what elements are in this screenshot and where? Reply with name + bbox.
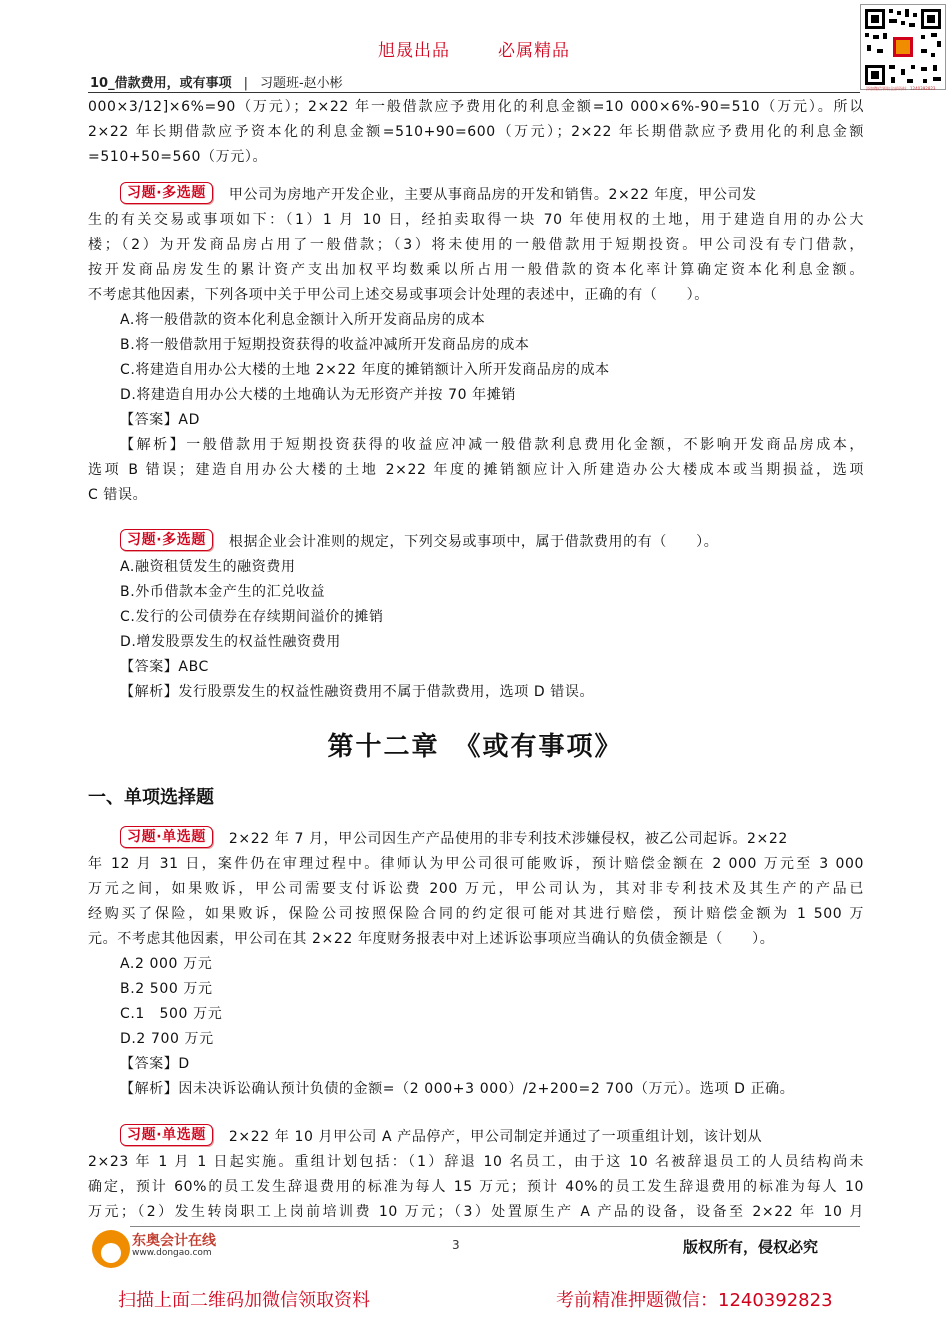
question-stem-first [88, 530, 864, 555]
question-block [88, 827, 864, 1102]
question-stem-line: 生的有关交易或事项如下：（1）1 月 10 日，经拍卖取得一块 70 年使用权的土地，用于建造自用的办公大 [88, 212, 864, 228]
question-stem-first [88, 183, 864, 208]
option-b: B.外币借款本金产生的汇兑收益 [120, 584, 326, 600]
option-b: B.将一般借款用于短期投资获得的收益冲减所开发商品房的成本 [120, 337, 530, 353]
question-block [88, 530, 864, 705]
qr-code-image [860, 4, 946, 90]
slogan-left: 旭晟出品 [378, 41, 450, 61]
question-type-tag: 习题·单选题 [120, 826, 213, 848]
logo-url: www.dongao.com [132, 1248, 212, 1258]
question-stem-line: 2×22 年 7 月，甲公司因生产产品使用的非专利技术涉嫌侵权，被乙公司起诉。2×22 [228, 831, 788, 847]
copyright-notice: 版权所有，侵权必究 [683, 1238, 819, 1256]
running-header [90, 72, 343, 91]
logo-name: 东奥会计在线 [132, 1233, 216, 1249]
qr-note: 添加微信领取全部资料：1240392823 [866, 86, 936, 91]
lesson-title: 10_借款费用，或有事项 [90, 76, 232, 91]
option-c: C.发行的公司债券在存续期间溢价的摊销 [120, 609, 384, 625]
footer-divider [130, 1226, 860, 1227]
analysis-line: 【解析】一般借款用于短期投资获得的收益应冲减一般借款利息费用化金额，不影响开发商品房成本， [120, 437, 864, 453]
analysis-line: 【解析】因未决诉讼确认预计负债的金额=（2 000+3 000）/2+200=2 700（万元）。选项 D 正确。 [120, 1081, 795, 1097]
promo-right: 考前精准押题微信：1240392823 [556, 1290, 833, 1311]
question-stem-line: 万元之间，如果败诉，甲公司需要支付诉讼费 200 万元，甲公司认为，其对非专利技术及其生产的产品已 [88, 881, 864, 897]
class-name: 习题班-赵小彬 [259, 76, 343, 91]
question-stem-line: 不考虑其他因素，下列各项中关于甲公司上述交易或事项会计处理的表述中，正确的有（ ）。 [88, 287, 709, 303]
intro-paragraph [88, 95, 864, 170]
analysis-line: C 错误。 [88, 487, 148, 503]
logo-mark-icon [92, 1230, 130, 1268]
question-type-tag: 习题·单选题 [120, 1124, 213, 1146]
header-divider [88, 92, 860, 93]
question-block [88, 183, 864, 508]
question-stem-line: 万元；（2）发生转岗职工上岗前培训费 10 万元；（3）处置原生产 A 产品的设备，设备至 2×22 年 10 月 [88, 1204, 864, 1220]
option-c: C.1 500 万元 [120, 1006, 223, 1022]
intro-line: 000×3/12]×6%=90（万元）；2×22 年一般借款应予费用化的利息金额=10 000×6%-90=510（万元）。所以 [88, 99, 864, 115]
option-d: D.将建造自用办公大楼的土地确认为无形资产并按 70 年摊销 [120, 387, 516, 403]
section-title: 一、单项选择题 [88, 787, 214, 808]
question-stem-line: 按开发商品房发生的累计资产支出加权平均数乘以所占用一般借款的资本化率计算确定资本化利息金额。 [88, 262, 864, 278]
answer: 【答案】AD [120, 412, 200, 428]
option-c: C.将建造自用办公大楼的土地 2×22 年度的摊销额计入所开发商品房的成本 [120, 362, 610, 378]
analysis-line: 选项 B 错误；建造自用办公大楼的土地 2×22 年度的摊销额应计入所建造办公大楼成本或当期损益，选项 [88, 462, 864, 478]
question-stem-line: 年 12 月 31 日，案件仍在审理过程中。律师认为甲公司很可能败诉，预计赔偿金额在 2 000 万元至 3 000 [88, 856, 864, 872]
option-d: D.增发股票发生的权益性融资费用 [120, 634, 341, 650]
header-separator: | [243, 76, 248, 91]
question-type-tag: 习题·多选题 [120, 182, 213, 204]
slogan-right: 必属精品 [498, 41, 570, 61]
question-stem-line: 2×22 年 10 月甲公司 A 产品停产，甲公司制定并通过了一项重组计划，该计划从 [228, 1129, 763, 1145]
question-stem-line: 经购买了保险，如果败诉，保险公司按照保险合同的约定很可能对其进行赔偿，预计赔偿金额为 1 500 万 [88, 906, 864, 922]
intro-line: 2×22 年长期借款应予资本化的利息金额=510+90=600（万元）；2×22 年长期借款应予费用化的利息金额 [88, 124, 864, 140]
option-d: D.2 700 万元 [120, 1031, 214, 1047]
page-number: 3 [452, 1238, 460, 1252]
option-b: B.2 500 万元 [120, 981, 213, 997]
question-stem-line: 根据企业会计准则的规定，下列交易或事项中，属于借款费用的有（ ）。 [228, 534, 719, 550]
question-stem-line: 确定，预计 60%的员工发生辞退费用的标准为每人 15 万元；预计 40%的员工发生辞退费用的标准为每人 10 [88, 1179, 864, 1195]
option-a: A.融资租赁发生的融资费用 [120, 559, 296, 575]
promo-left: 扫描上面二维码加微信领取资料 [118, 1290, 370, 1311]
question-stem-line: 2×23 年 1 月 1 日起实施。重组计划包括：（1）辞退 10 名员工，由于这 10 名被辞退员工的人员结构尚未 [88, 1154, 864, 1170]
option-a: A.2 000 万元 [120, 956, 213, 972]
question-stem-first [88, 1125, 864, 1150]
question-block [88, 1125, 864, 1225]
answer: 【答案】ABC [120, 659, 209, 675]
answer: 【答案】D [120, 1056, 190, 1072]
question-stem-line: 楼；（2）为开发商品房占用了一般借款；（3）将未使用的一般借款用于短期投资。甲公司没有专门借款， [88, 237, 864, 253]
intro-line: =510+50=560（万元）。 [88, 149, 268, 165]
option-a: A.将一般借款的资本化利息金额计入所开发商品房的成本 [120, 312, 486, 328]
question-stem-first [88, 827, 864, 852]
question-type-tag: 习题·多选题 [120, 529, 213, 551]
question-stem-line: 甲公司为房地产开发企业，主要从事商品房的开发和销售。2×22 年度，甲公司发 [228, 187, 757, 203]
chapter-title: 第十二章 《或有事项》 [327, 732, 623, 762]
analysis-line: 【解析】发行股票发生的权益性融资费用不属于借款费用，选项 D 错误。 [120, 684, 595, 700]
question-stem-line: 元。不考虑其他因素，甲公司在其 2×22 年度财务报表中对上述诉讼事项应当确认的负债金额是（ ）。 [88, 931, 775, 947]
